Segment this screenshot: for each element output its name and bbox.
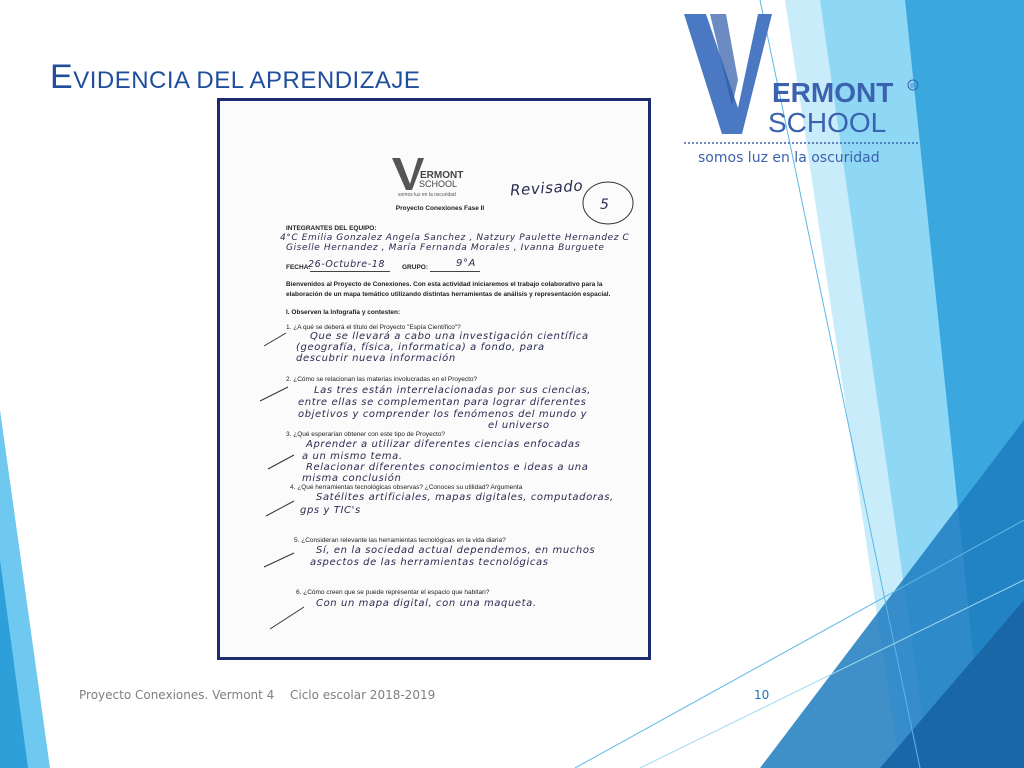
answer-1-line-2: (geografía, física, informatica) a fondo, para bbox=[296, 342, 545, 353]
question-3: 3. ¿Qué esperarían obtener con este tipo de Proyecto? bbox=[286, 431, 445, 438]
slide-title-rest: VIDENCIA DEL APRENDIZAJE bbox=[73, 67, 421, 94]
registered-symbol: ® bbox=[910, 84, 915, 90]
check-mark-1 bbox=[264, 333, 286, 346]
logo-brand-top: ERMONT bbox=[772, 77, 894, 108]
answer-3-line-1: Aprender a utilizar diferentes ciencias enfocadas bbox=[306, 439, 581, 450]
answer-4-line-1: Satélites artificiales, mapas digitales, computadoras, bbox=[316, 492, 614, 503]
check-mark-2 bbox=[260, 387, 288, 401]
answer-3-line-2: a un mismo tema. bbox=[302, 451, 403, 462]
answer-3-line-4: misma conclusión bbox=[302, 473, 402, 484]
vermont-school-logo bbox=[680, 10, 920, 175]
check-mark-5 bbox=[264, 553, 294, 567]
question-1: 1. ¿A qué se deberá el título del Proyecto "Espía Científico"? bbox=[286, 324, 461, 331]
footer-project: Proyecto Conexiones. Vermont 4 bbox=[79, 688, 275, 702]
answer-1-line-3: descubrir nueva información bbox=[296, 353, 456, 364]
date-value: 26-Octubre-18 bbox=[308, 259, 386, 270]
logo-tagline: somos luz en la oscuridad bbox=[698, 150, 880, 166]
intro-line-1: Bienvenidos al Proyecto de Conexiones. Con esta actividad iniciaremos el trabajo colaborativo para la bbox=[286, 281, 603, 288]
answer-4-line-2: gps y TIC's bbox=[300, 505, 361, 516]
worksheet-heading: Proyecto Conexiones Fase II bbox=[395, 205, 485, 212]
group-value: 9°A bbox=[456, 258, 477, 269]
answer-2-line-2: entre ellas se complementan para lograr diferentes bbox=[298, 397, 587, 408]
answer-2-line-1: Las tres están interrelacionadas por sus ciencias, bbox=[314, 385, 592, 396]
answer-3-line-3: Relacionar diferentes conocimientos e ideas a una bbox=[306, 462, 589, 473]
logo-brand-bottom: SCHOOL bbox=[768, 107, 887, 138]
answer-2-line-3: objetivos y comprender los fenómenos del mundo y bbox=[298, 409, 588, 420]
answer-5-line-1: Sí, en la sociedad actual dependemos, en muchos bbox=[316, 545, 596, 556]
question-2: 2. ¿Cómo se relacionan las materias involucradas en el Proyecto? bbox=[286, 376, 478, 383]
worksheet-logo-tagline: somos luz en la oscuridad bbox=[398, 192, 456, 198]
answer-6-line-1: Con un mapa digital, con una maqueta. bbox=[316, 598, 537, 609]
worksheet-logo-bottom: SCHOOL bbox=[419, 179, 458, 189]
check-mark-6 bbox=[270, 607, 304, 629]
intro-line-2: elaboración de un mapa temático utilizando distintas herramientas de análisis y representación espacial. bbox=[286, 291, 611, 298]
section-label: I. Observen la Infografía y contesten: bbox=[286, 309, 401, 316]
answer-2-line-4: el universo bbox=[488, 420, 550, 431]
slide-title bbox=[50, 58, 420, 97]
answer-5-line-2: aspectos de las herramientas tecnológicas bbox=[310, 557, 549, 568]
team-label: INTEGRANTES DEL EQUIPO: bbox=[286, 225, 377, 232]
check-mark-3 bbox=[268, 455, 294, 469]
grade-value: 5 bbox=[600, 197, 610, 213]
answer-1-line-1: Que se llevará a cabo una investigación científica bbox=[310, 331, 589, 342]
question-6: 6. ¿Cómo creen que se puede representar el espacio que habitan? bbox=[296, 589, 490, 596]
worksheet-logo-top: ERMONT bbox=[420, 170, 464, 181]
page-number: 10 bbox=[754, 688, 770, 702]
team-line-2: Giselle Hernandez , María Fernanda Morales , Ivanna Burguete bbox=[286, 243, 605, 253]
margin-strokes bbox=[220, 101, 648, 657]
worksheet-page bbox=[220, 101, 648, 657]
footer-school-year: Ciclo escolar 2018-2019 bbox=[290, 688, 436, 702]
date-label: FECHA: bbox=[286, 264, 311, 271]
group-label: GRUPO: bbox=[402, 264, 428, 271]
team-line-1: 4°C Emilia Gonzalez Angela Sanchez , Natzury Paulette Hernandez C bbox=[280, 233, 630, 243]
scanned-worksheet bbox=[217, 98, 651, 660]
check-mark-4 bbox=[266, 501, 294, 516]
slide-title-initial: E bbox=[50, 58, 74, 96]
teacher-signature: Revisado bbox=[509, 176, 584, 200]
question-5: 5. ¿Consideran relevante las herramientas tecnológicas en la vida diaria? bbox=[294, 537, 506, 544]
question-4: 4. ¿Qué herramientas tecnológicas observas? ¿Conoces su utilidad? Argumenta bbox=[290, 484, 523, 491]
